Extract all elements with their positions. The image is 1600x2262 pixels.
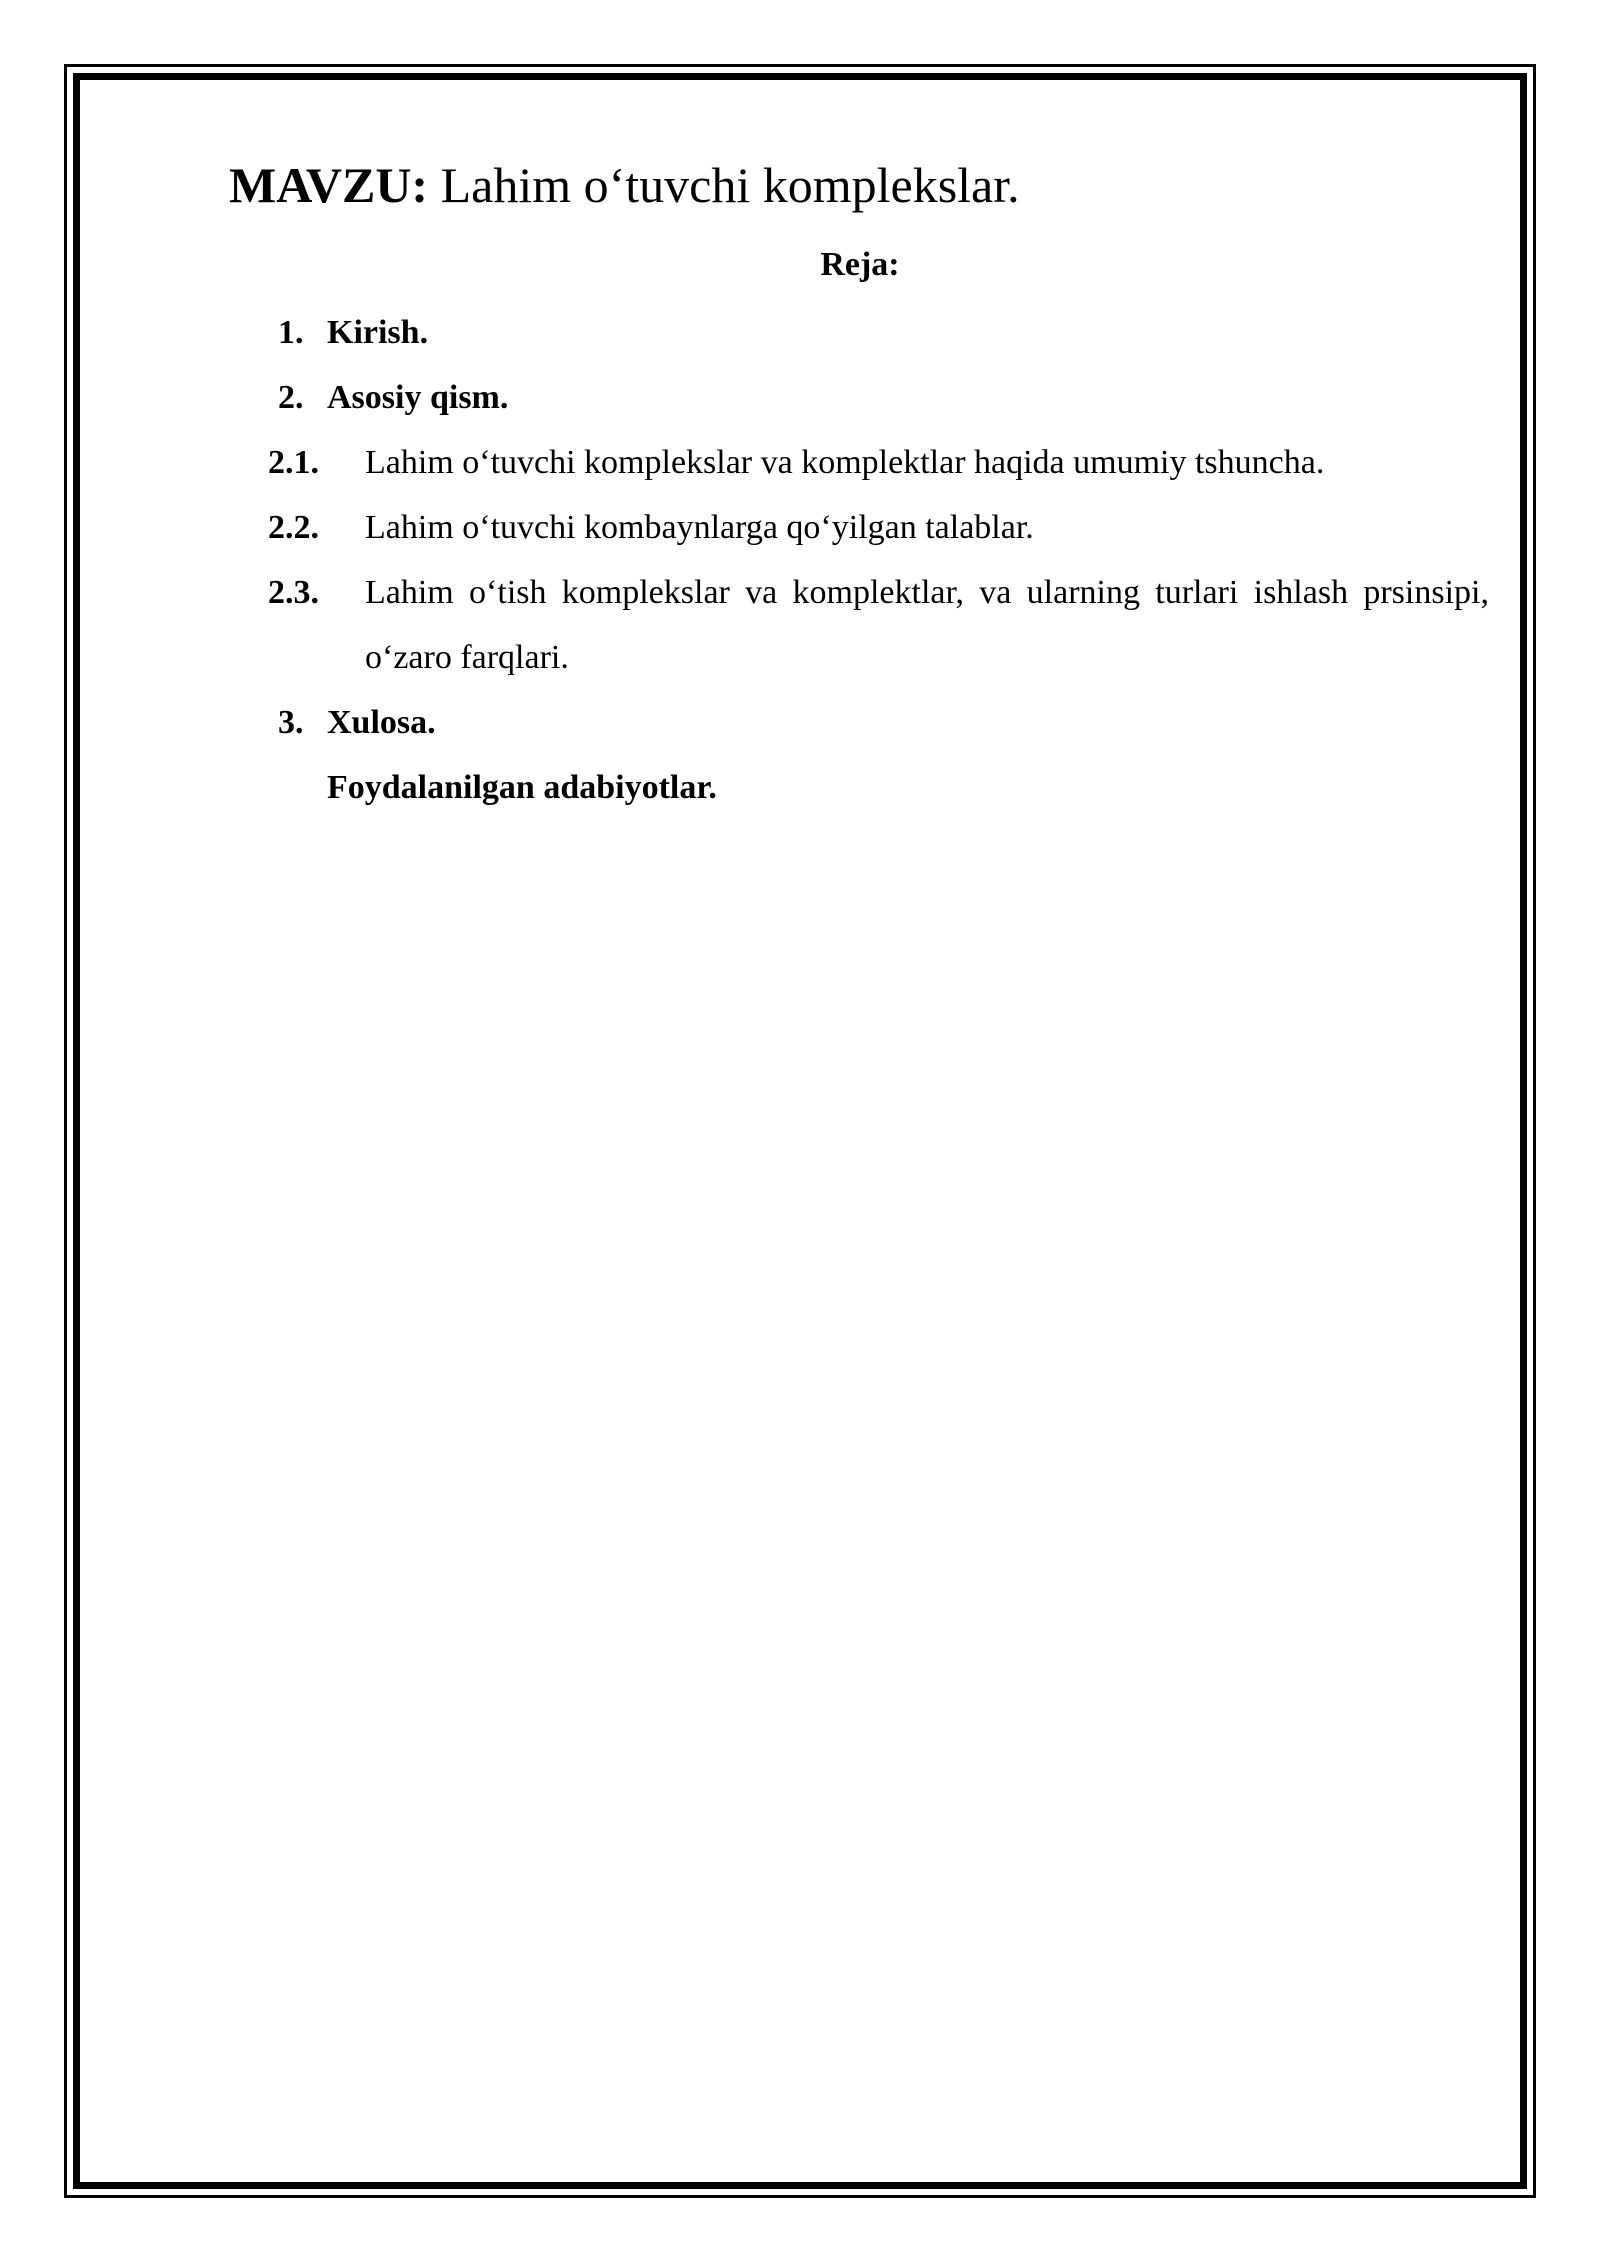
- plan-item-text: Asosiy qism.: [327, 379, 509, 416]
- title-text: Lahim o‘tuvchi komplekslar.: [428, 157, 1020, 213]
- plan-item-text: Lahim o‘tuvchi komplekslar va komplektlar haqida umumiy tshuncha.: [365, 444, 1325, 481]
- plan-item-number: 1.: [278, 314, 304, 351]
- plan-item-number: 2.1.: [268, 444, 319, 481]
- plan-item-number: 2.: [278, 379, 304, 416]
- plan-item-number: 2.2.: [268, 509, 319, 546]
- plan-item-number: 3.: [278, 704, 304, 741]
- title-label: MAVZU:: [229, 157, 429, 213]
- page-title: [229, 150, 1020, 220]
- plan-item-text: Xulosa.: [327, 704, 436, 741]
- plan-item-number: 2.3.: [268, 574, 319, 611]
- references-heading: Foydalanilgan adabiyotlar.: [327, 769, 717, 806]
- plan-item-text: Lahim o‘tuvchi kombaynlarga qo‘yilgan talablar.: [365, 509, 1034, 546]
- plan-item-2-3-text: Lahim o‘tish komplekslar va komplektlar, va ularning turlari ishlash prsinsipi, o‘zaro farqlari.: [365, 574, 1489, 676]
- plan-heading: Reja:: [820, 246, 900, 283]
- plan-item-text: Kirish.: [327, 314, 429, 351]
